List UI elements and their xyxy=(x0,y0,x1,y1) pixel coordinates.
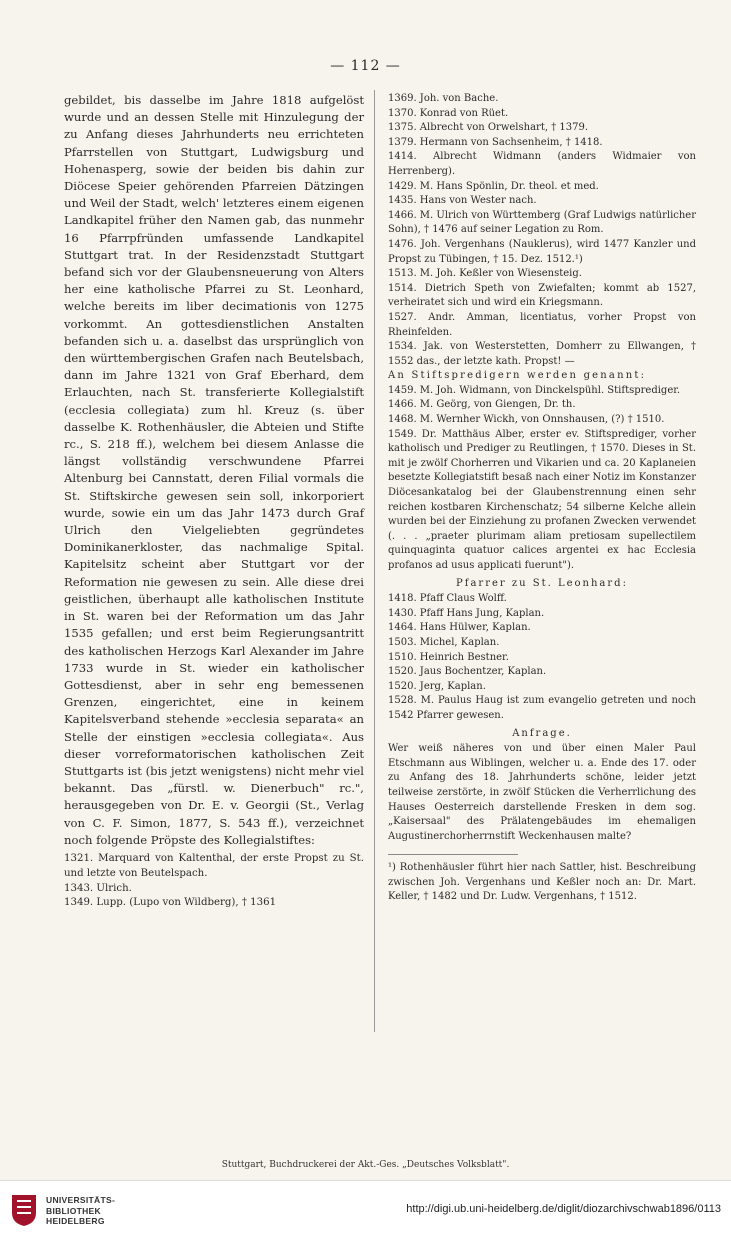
body-paragraph: gebildet, bis dasselbe im Jahre 1818 aufgelöst wurde und an dessen Stelle mit Hinzulegung der zu Anfang dieses Jahrhunderts neu errichteten Pfarrstellen von Stuttgart, Ludwigsburg und Hohenasperg, sowie der beiden bis dahin zur Diöcese Speier gehörenden Pfarreien Dätzingen und Weil der Stadt, welch' letzteres einem eigenen Landkapitel früher den Namen gab, das nunmehr 16 Pfarrpfründen umfassende Landkapitel Stuttgart trat. In der Residenzstadt Stuttgart befand sich vor der Glaubensneuerung von Alters her eine katholische Pfarrei zu St. Leonhard, welche bereits im liber decimationis von 1275 vorkommt. An gottesdienstlichen Anstalten befanden sich u. a. daselbst das ursprünglich von den württembergischen Grafen nach Beutelsbach, dann im Jahre 1321 von Graf Eberhard, dem Erlauchten, nach St. transferierte Kollegialstift (ecclesia collegiata) zum hl. Kreuz (s. über dasselbe K. Rothenhäusler, die Abteien und Stifte rc., S. 218 ff.), welchem bei diesem Anlasse die längst vollständig verschwundene Pfarrei Altenburg bei Cannstatt, deren Filial vormals die St. Stiftskirche gewesen sein soll, inkorporiert wurde, sowie ein um das Jahr 1473 durch Graf Ulrich den Vielgeliebten gegründetes Dominikanerkloster, das nachmalige Spital. Kapitelsitz scheint aber Stuttgart vor der Reformation nie gewesen zu sein. Alle diese drei geistlichen, überhaupt alle katholischen Institute in St. waren bei der Reformation um das Jahr 1535 gefallen; und erst beim Regierungsantritt des katholischen Herzogs Karl Alexander im Jahre 1733 wurde in St. wieder ein katholischer Gottesdienst, aber in sehr eng bemessenen Grenzen, eingerichtet, eine in keinem Kapitelsverband stehende »ecclesia separata« an Stelle der einstigen »ecclesia collegiata«. Aus dieser vorreformatorischen katholischen Zeit Stuttgarts ist (bis jetzt wenigstens) nicht mehr viel bekannt. Das „fürstl. w. Dienerbuch" rc.", herausgegeben von Dr. E. v. Georgii (St., Verlag von C. F. Simon, 1877, S. 543 ff.), verzeichnet noch folgende Pröpste des Kollegialstiftes: xyxy=(64,93,364,847)
list-item: 1379. Hermann von Sachsenheim, † 1418. xyxy=(388,136,603,148)
anfrage-text: Wer weiß näheres von und über einen Maler Paul Etschmann aus Wiblingen, welcher u. a. Ende des 17. oder zu Anfang des 18. Jahrhunderts schöne, leider jetzt teilweise zerstörte, in zwölf Stücken die Verherrlichung des Hauses Oesterreich darstellende Fresken in dem sog. „Kaisersaal" des Prälatengebäudes im ehemaligen Augustinerchorherrnstift Weckenhausen malte? xyxy=(388,743,696,842)
list-item: 1369. Joh. von Bache. xyxy=(388,93,499,104)
library-name-line: UNIVERSITÄTS- xyxy=(46,1195,116,1205)
list-item: 1375. Albrecht von Orwelshart, † 1379. xyxy=(388,122,589,134)
preachers-intro: An Stiftspredigern werden genannt: xyxy=(388,370,647,382)
list-item: 1520. Jaus Bochentzer, Kaplan. xyxy=(388,666,547,678)
footnote-rule xyxy=(388,854,518,861)
printer-imprint: Stuttgart, Buchdruckerei der Akt.-Ges. „Deutsches Volksblatt". xyxy=(221,1160,510,1170)
list-item: 1528. M. Paulus Haug ist zum evangelio getreten und noch 1542 Pfarrer gewesen. xyxy=(388,695,696,721)
source-url-link[interactable]: http://digi.ub.uni-heidelberg.de/diglit/diozarchivschwab1896/0113 xyxy=(406,1203,721,1215)
list-item: 1343. Ulrich. xyxy=(64,882,132,894)
list-item: 1429. M. Hans Spönlin, Dr. theol. et med. xyxy=(388,180,599,192)
library-name-line: BIBLIOTHEK xyxy=(46,1205,101,1216)
list-item: 1468. M. Wernher Wickh, von Onnshausen, (?) † 1510. xyxy=(388,414,665,426)
list-item: 1503. Michel, Kaplan. xyxy=(388,636,500,648)
list-item: 1513. M. Joh. Keßler von Wiesensteig. xyxy=(388,268,582,280)
list-item: 1464. Hans Hülwer, Kaplan. xyxy=(388,622,531,634)
list-item: 1527. Andr. Amman, licentiatus, vorher Propst von Rheinfelden. xyxy=(388,311,696,338)
list-item: 1414. Albrecht Widmann (anders Widmaier von Herrenberg). xyxy=(388,151,696,177)
viewer-footer xyxy=(0,1180,731,1240)
section-heading: Pfarrer zu St. Leonhard: xyxy=(456,577,628,589)
footnote: ¹) Rothenhäusler führt hier nach Sattler, hist. Beschreibung zwischen Joh. Vergenhans und Keßler noch an: Dr. Mart. Keller, † 1482 und Dr. Ludw. Vergenhans, † 1512. xyxy=(388,862,696,903)
right-column xyxy=(388,92,696,905)
list-item: 1476. Joh. Vergenhans (Nauklerus), wird 1477 Kanzler und Propst zu Tübingen, † 15. Dez. 1512.¹) xyxy=(388,238,696,265)
university-seal-icon xyxy=(10,1193,38,1227)
provost-list xyxy=(64,852,364,911)
column-divider xyxy=(374,90,375,1032)
list-item: 1520. Jerg, Kaplan. xyxy=(388,680,486,692)
section-heading: Anfrage. xyxy=(512,727,572,739)
list-item: 1466. M. Geörg, von Giengen, Dr. th. xyxy=(388,399,576,411)
list-item: 1534. Jak. von Westerstetten, Domherr zu Ellwangen, † 1552 das., der letzte kath. Propst! — xyxy=(388,341,696,367)
library-logo[interactable] xyxy=(46,1195,115,1227)
list-item: 1430. Pfaff Hans Jung, Kaplan. xyxy=(388,607,545,619)
list-item: 1435. Hans von Wester nach. xyxy=(388,195,537,207)
list-item: 1370. Konrad von Rüet. xyxy=(388,107,509,119)
list-item: 1466. M. Ulrich von Württemberg (Graf Ludwigs natürlicher Sohn), † 1476 auf seiner Legation zu Rom. xyxy=(388,209,696,236)
list-item: 1321. Marquard von Kaltenthal, der erste Propst zu St. und letzte von Beutelspach. xyxy=(64,852,364,879)
left-column xyxy=(64,92,364,911)
list-item: 1514. Dietrich Speth von Zwiefalten; kommt ab 1527, verheiratet sich und wird ein Kriegsmann. xyxy=(388,282,696,309)
list-item: 1418. Pfaff Claus Wolff. xyxy=(388,593,507,605)
page-number: — 112 — xyxy=(330,58,401,74)
list-item: 1459. M. Joh. Widmann, von Dinckelspühl. Stiftsprediger. xyxy=(388,384,681,396)
list-item: 1510. Heinrich Bestner. xyxy=(388,651,509,663)
list-item: 1549. Dr. Matthäus Alber, erster ev. Stiftsprediger, vorher katholisch und Prediger zu Reutlingen, † 1570. Dieses in St. mit je zwölf Chorherren und Vikarien und ca. 20 Kaplaneien besetzte Kollegiatstift besaß nach einer Notiz im Konstanzer Diöcesankatalog bei der Glaubenstrennung einen sehr reichen kostbaren Kirchenschatz; 54 silberne Kelche allein wurden bei der Einziehung zu profanen Zwecken verwendet (. . . „praeter plurimam aliam pretiosam supellectilem quinquaginta quatuor calices argentei ex hac Ecclesia profanos ad usus applicati fuerunt"). xyxy=(388,428,696,571)
list-item: 1349. Lupp. (Lupo von Wildberg), † 1361 xyxy=(64,897,277,909)
library-name-line: HEIDELBERG xyxy=(46,1216,105,1226)
